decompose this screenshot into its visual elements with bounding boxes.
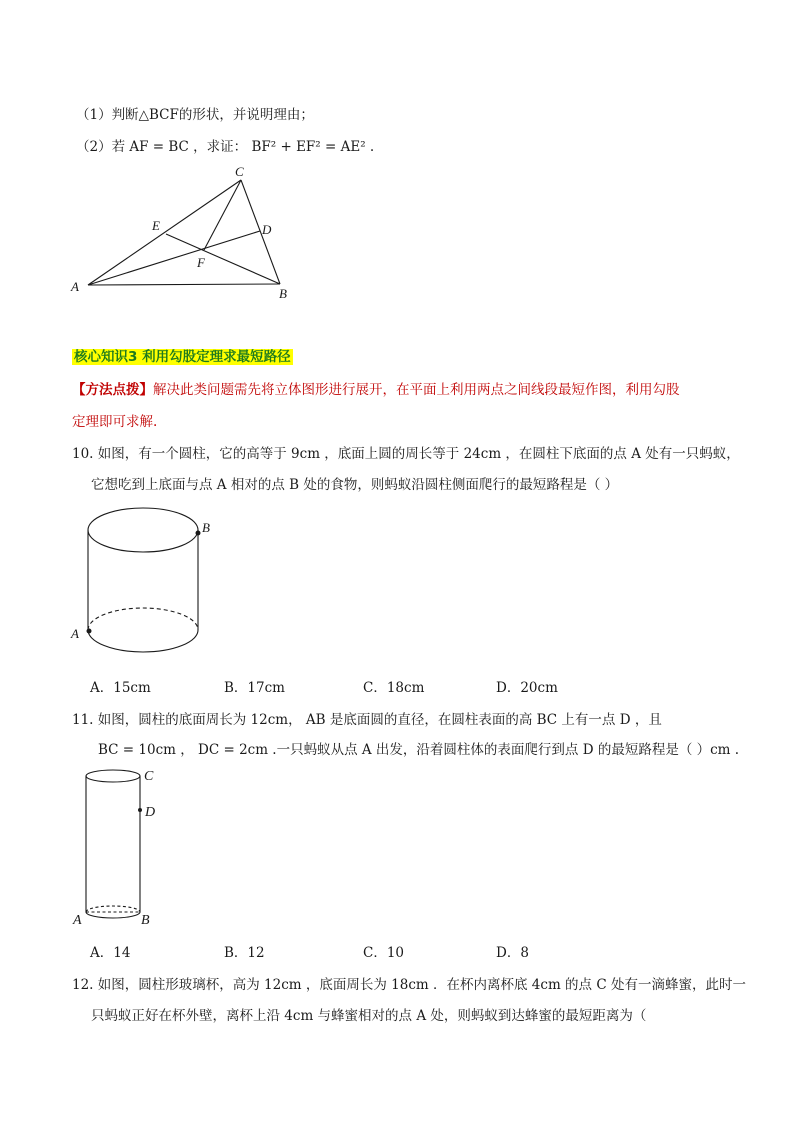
top-ellipse — [86, 770, 140, 782]
bottom-back-arc — [88, 608, 198, 630]
q11-option-a[interactable]: A．14 — [90, 945, 131, 961]
q9-part2: （2）若 AF = BC ，求证： BF² + EF² = AE² . — [76, 139, 375, 155]
label-c: C — [235, 164, 244, 179]
q11-stem-line1: 11. 如图，圆柱的底面周长为 12cm， AB 是底面圆的直径，在圆柱表面的高 BC 上有一点 D ，且 — [72, 712, 662, 728]
q10-stem-line2: 它想吃到上底面与点 A 相对的点 B 处的食物，则蚂蚁沿圆柱侧面爬行的最短路程是（ ） — [91, 477, 619, 493]
label-a: A — [71, 279, 79, 294]
q10-option-a[interactable]: A．15cm — [90, 680, 151, 696]
label-e: E — [152, 218, 160, 233]
label-f: F — [197, 255, 205, 270]
q12-stem-line1: 12. 如图，圆柱形玻璃杯，高为 12cm ，底面周长为 18cm ．在杯内离杯底 4cm 的点 C 处有一滴蜂蜜，此时一 — [72, 977, 746, 993]
q9-triangle-figure — [66, 160, 306, 300]
q11-option-b[interactable]: B．12 — [224, 945, 265, 961]
q11-option-d[interactable]: D．8 — [496, 945, 529, 961]
method-tip-tag: 【方法点拨】 — [72, 382, 153, 398]
q10-cylinder-figure — [66, 500, 226, 670]
bottom-back-arc — [86, 906, 140, 912]
label-d: D — [145, 805, 156, 820]
label-b: B — [202, 520, 210, 535]
q10-stem-line1: 10. 如图，有一个圆柱，它的高等于 9cm ，底面上圆的周长等于 24cm ，在圆柱下底面的点 A 处有一只蚂蚁， — [72, 446, 740, 462]
label-a: A — [71, 626, 79, 641]
section-title: 核心知识3 利用勾股定理求最短路径 — [74, 349, 291, 365]
segment-ad — [88, 231, 260, 285]
method-tip-line1: 【方法点拨】解决此类问题需先将立体图形进行展开，在平面上利用两点之间线段最短作图，利用勾股 — [72, 382, 680, 398]
q10-option-d[interactable]: D．20cm — [496, 680, 558, 696]
label-a: A — [73, 913, 82, 928]
segment-ab — [88, 284, 280, 285]
label-b: B — [279, 286, 287, 300]
top-ellipse — [88, 508, 198, 552]
q12-stem-line2: 只蚂蚁正好在杯外壁，离杯上沿 4cm 与蜂蜜相对的点 A 处，则蚂蚁到达蜂蜜的最短距离为（ — [91, 1008, 647, 1024]
label-c: C — [144, 769, 154, 784]
label-d: D — [262, 222, 272, 237]
segment-eb — [166, 234, 280, 284]
point-a — [87, 629, 92, 634]
segment-cf — [204, 180, 241, 250]
bottom-front-arc — [86, 912, 140, 918]
q11-option-c[interactable]: C．10 — [363, 945, 405, 961]
method-tip-line2: 定理即可求解. — [72, 414, 158, 430]
point-b — [196, 531, 201, 536]
q9-part1: （1）判断△BCF的形状，并说明理由； — [76, 107, 314, 123]
q10-option-c[interactable]: C．18cm — [363, 680, 425, 696]
q11-stem-line2: BC = 10cm ， DC = 2cm .一只蚂蚁从点 A 出发，沿着圆柱体的表面爬行到点 D 的最短路程是（ ）cm . — [98, 742, 740, 758]
q10-option-b[interactable]: B．17cm — [224, 680, 285, 696]
point-d — [138, 808, 142, 812]
segment-ac — [88, 180, 241, 285]
segment-bc — [241, 180, 280, 284]
q11-cylinder-figure — [66, 762, 176, 932]
label-b: B — [141, 913, 150, 928]
bottom-front-arc — [88, 630, 198, 652]
